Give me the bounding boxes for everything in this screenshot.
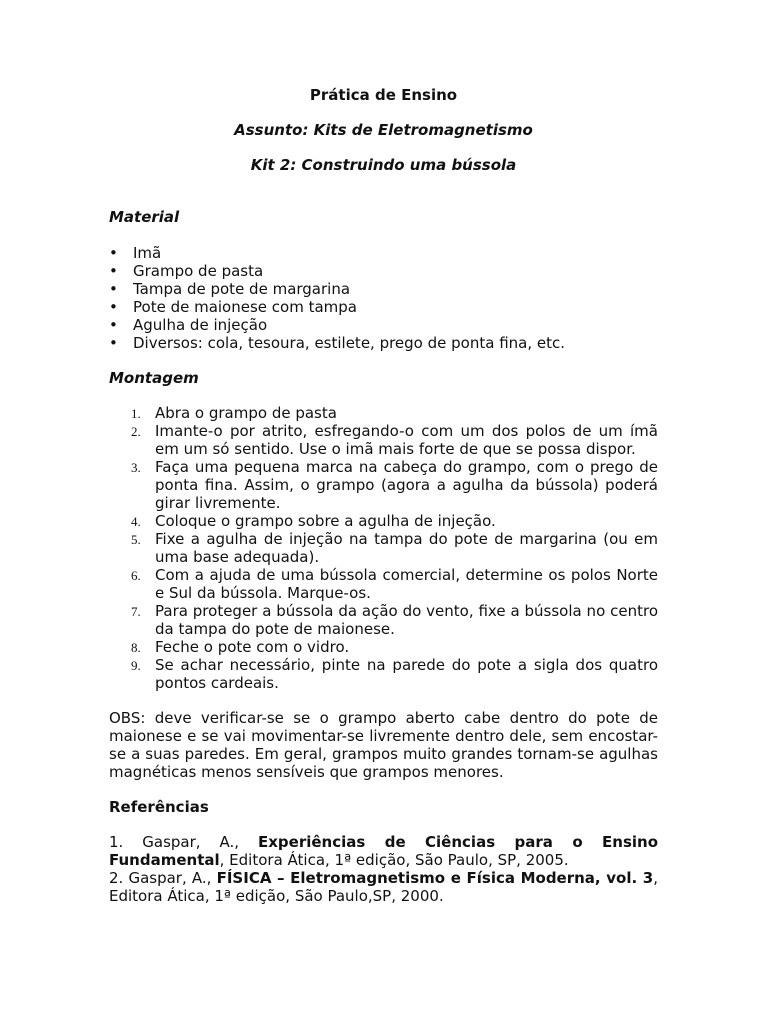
- reference-author: 2. Gaspar, A.,: [109, 869, 217, 887]
- material-item: • Agulha de injeção: [109, 316, 658, 334]
- step-text: Faça uma pequena marca na cabeça do grampo, com o prego de ponta fina. Assim, o grampo (agora a agulha da bússola) poderá girar livremente.: [155, 458, 658, 512]
- reference-title: Experiências de Ciências para o Ensino Fundamental: [109, 833, 659, 869]
- reference-publisher: , Editora Ática, 1ª edição, São Paulo,SP, 2000.: [109, 869, 658, 905]
- step-item: [109, 566, 658, 602]
- document-page: [109, 86, 658, 905]
- references-heading: Referências: [109, 798, 209, 816]
- material-item: • Tampa de pote de margarina: [109, 280, 658, 298]
- step-item: [109, 404, 658, 422]
- step-text: Se achar necessário, pinte na parede do pote a sigla dos quatro pontos cardeais.: [155, 656, 658, 692]
- step-item: [109, 602, 658, 638]
- step-text: Coloque o grampo sobre a agulha de injeção.: [155, 512, 496, 530]
- reference-item: [109, 833, 658, 869]
- step-text: Abra o grampo de pasta: [155, 404, 337, 422]
- step-number: 8.: [131, 640, 141, 655]
- material-item: • Imã: [109, 244, 658, 262]
- material-item: • Pote de maionese com tampa: [109, 298, 658, 316]
- references-list: [109, 833, 658, 905]
- step-number: 3.: [131, 460, 141, 475]
- step-number: 4.: [131, 514, 141, 529]
- step-item: [109, 458, 658, 512]
- material-item: • Diversos: cola, tesoura, estilete, prego de ponta fina, etc.: [109, 334, 658, 352]
- reference-title: FÍSICA – Eletromagnetismo e Física Moderna, vol. 3: [216, 869, 654, 887]
- reference-author: 1. Gaspar, A.,: [109, 833, 258, 851]
- step-number: 1.: [131, 406, 141, 421]
- step-item: [109, 512, 658, 530]
- obs-paragraph: OBS: deve verificar-se se o grampo aberto cabe dentro do pote de maionese e se vai movimentar-se livremente dentro dele, sem encostar-se a suas paredes. Em geral, grampos muito grandes tornam-se agulhas magnéticas menos sensíveis que grampos menores.: [109, 709, 658, 781]
- step-item: [109, 422, 658, 458]
- step-number: 2.: [131, 424, 141, 439]
- step-number: 6.: [131, 568, 141, 583]
- reference-item: [109, 869, 658, 905]
- step-text: Imante-o por atrito, esfregando-o com um dos polos de um ímã em um só sentido. Use o imã mais forte de que se possa dispor.: [155, 422, 658, 458]
- material-heading: Material: [109, 208, 180, 226]
- reference-publisher: , Editora Ática, 1ª edição, São Paulo, SP, 2005.: [219, 851, 569, 869]
- document-title: Prática de Ensino: [309, 86, 458, 104]
- kit-title: Kit 2: Construindo uma bússola: [250, 156, 517, 174]
- material-item: • Grampo de pasta: [109, 262, 658, 280]
- step-item: [109, 530, 658, 566]
- document-subject: Assunto: Kits de Eletromagnetismo: [234, 121, 533, 139]
- step-number: 7.: [131, 604, 141, 619]
- step-text: Com a ajuda de uma bússola comercial, determine os polos Norte e Sul da bússola. Marque-os.: [155, 566, 658, 602]
- montagem-steps: [109, 404, 658, 692]
- step-text: Feche o pote com o vidro.: [155, 638, 350, 656]
- step-item: [109, 656, 658, 692]
- step-text: Fixe a agulha de injeção na tampa do pote de margarina (ou em uma base adequada).: [155, 530, 658, 566]
- step-text: Para proteger a bússola da ação do vento, fixe a bússola no centro da tampa do pote de maionese.: [155, 602, 658, 638]
- step-number: 5.: [131, 532, 141, 547]
- montagem-heading: Montagem: [109, 369, 199, 387]
- step-item: [109, 638, 658, 656]
- step-number: 9.: [131, 658, 141, 673]
- material-list: [109, 244, 658, 352]
